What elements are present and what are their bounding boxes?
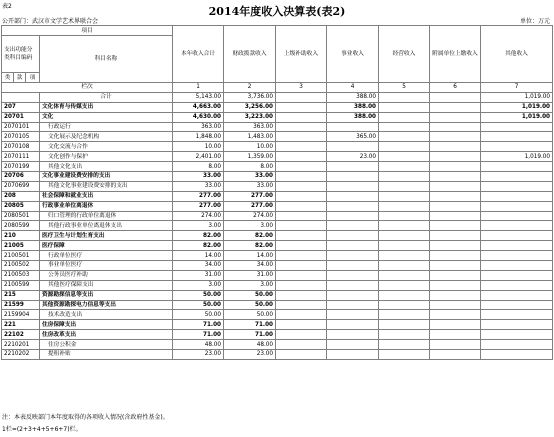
row-value — [379, 191, 430, 201]
note-2: 1栏=(2+3+4+5+6+7)栏。 — [2, 426, 82, 433]
row-value — [327, 162, 379, 172]
row-value: 23.00 — [327, 152, 379, 162]
row-value — [481, 181, 553, 191]
row-name: 社会保障和就业支出 — [40, 191, 173, 201]
row-value — [276, 251, 327, 261]
row-code: 210 — [2, 231, 40, 241]
row-value: 1,848.00 — [173, 132, 224, 142]
row-value — [276, 211, 327, 221]
table-row — [2, 320, 553, 330]
row-value — [430, 300, 481, 310]
row-value — [379, 231, 430, 241]
row-value: 363.00 — [173, 122, 224, 132]
row-code: 2100503 — [2, 270, 40, 280]
row-value — [327, 320, 379, 330]
row-value: 10.00 — [173, 142, 224, 152]
row-value: 1,019.00 — [481, 112, 553, 122]
row-code: 221 — [2, 320, 40, 330]
col-num: 1 — [173, 83, 224, 93]
table-row — [2, 241, 553, 251]
row-value: 1,019.00 — [481, 92, 553, 102]
table-row — [2, 251, 553, 261]
table-row — [2, 191, 553, 201]
header-code: 支出功能分类科目编码 — [2, 36, 40, 73]
row-value — [276, 310, 327, 320]
row-code: 21599 — [2, 300, 40, 310]
row-value — [276, 201, 327, 211]
header-col-1: 本年收入合计 — [173, 26, 224, 83]
row-name: 事业单位医疗 — [40, 261, 173, 271]
row-value — [379, 162, 430, 172]
row-value — [430, 191, 481, 201]
row-code — [2, 92, 40, 102]
lanci-label: 栏次 — [2, 83, 173, 93]
table-row — [2, 162, 553, 172]
row-value: 71.00 — [224, 330, 276, 340]
row-code: 2159904 — [2, 310, 40, 320]
row-value — [379, 92, 430, 102]
row-value: 8.00 — [173, 162, 224, 172]
row-value: 34.00 — [224, 261, 276, 271]
row-value — [481, 270, 553, 280]
table-row — [2, 330, 553, 340]
row-value: 50.00 — [173, 310, 224, 320]
row-value — [276, 231, 327, 241]
row-value: 277.00 — [173, 201, 224, 211]
row-name: 资源勘探信息等支出 — [40, 290, 173, 300]
row-value — [481, 340, 553, 350]
row-value — [276, 112, 327, 122]
row-code: 20805 — [2, 201, 40, 211]
row-name: 合计 — [40, 92, 173, 102]
row-value — [379, 181, 430, 191]
header-col-4: 事业收入 — [327, 26, 379, 83]
row-value: 5,143.00 — [173, 92, 224, 102]
row-value: 31.00 — [173, 270, 224, 280]
row-value — [430, 102, 481, 112]
row-value — [430, 241, 481, 251]
row-value — [481, 261, 553, 271]
row-value: 1,019.00 — [481, 152, 553, 162]
row-name: 文化交流与合作 — [40, 142, 173, 152]
row-value: 82.00 — [173, 241, 224, 251]
table-row — [2, 201, 553, 211]
row-name: 住房公积金 — [40, 340, 173, 350]
row-value — [327, 221, 379, 231]
row-name: 行政事业单位离退休 — [40, 201, 173, 211]
header-kuan: 款 — [14, 73, 26, 83]
row-value: 1,359.00 — [224, 152, 276, 162]
row-code: 2070108 — [2, 142, 40, 152]
table-row — [2, 112, 553, 122]
row-value: 33.00 — [224, 181, 276, 191]
row-value — [481, 142, 553, 152]
row-value: 388.00 — [327, 112, 379, 122]
row-value — [481, 122, 553, 132]
row-value — [430, 132, 481, 142]
header-col-6: 附属单位上缴收入 — [430, 26, 481, 83]
row-value — [327, 241, 379, 251]
col-num: 7 — [481, 83, 553, 93]
row-value — [379, 122, 430, 132]
header-name: 科目名称 — [40, 36, 173, 83]
row-value: 277.00 — [173, 191, 224, 201]
row-value: 1,019.00 — [481, 102, 553, 112]
row-value: 48.00 — [224, 340, 276, 350]
row-value — [276, 340, 327, 350]
row-value — [481, 211, 553, 221]
row-value: 33.00 — [173, 172, 224, 182]
row-value — [276, 270, 327, 280]
row-value — [379, 320, 430, 330]
row-value — [430, 112, 481, 122]
row-value — [379, 330, 430, 340]
row-name: 文化事业建设费安排的支出 — [40, 172, 173, 182]
row-value — [481, 290, 553, 300]
row-value — [430, 152, 481, 162]
row-value — [379, 132, 430, 142]
row-value — [481, 132, 553, 142]
row-value — [430, 201, 481, 211]
row-value — [430, 231, 481, 241]
row-name: 其他资源勘探电力信息等支出 — [40, 300, 173, 310]
row-value: 50.00 — [224, 310, 276, 320]
row-value — [327, 181, 379, 191]
page-title: 2014年度收入决算表(表2) — [208, 5, 346, 18]
row-value: 365.00 — [327, 132, 379, 142]
row-value — [430, 142, 481, 152]
header-col-2: 财政拨款收入 — [224, 26, 276, 83]
row-value: 388.00 — [327, 92, 379, 102]
row-value — [430, 350, 481, 360]
header-col-7: 其他收入 — [481, 26, 553, 83]
row-name: 技术改造支出 — [40, 310, 173, 320]
row-value — [276, 290, 327, 300]
col-num: 6 — [430, 83, 481, 93]
row-value: 3,223.00 — [224, 112, 276, 122]
row-value: 2,401.00 — [173, 152, 224, 162]
table-row — [2, 261, 553, 271]
row-code: 215 — [2, 290, 40, 300]
row-value: 14.00 — [224, 251, 276, 261]
row-value — [430, 221, 481, 231]
row-value — [430, 320, 481, 330]
row-value — [276, 300, 327, 310]
row-value — [379, 300, 430, 310]
table-row — [2, 231, 553, 241]
row-value: 4,663.00 — [173, 102, 224, 112]
row-value: 1,483.00 — [224, 132, 276, 142]
row-value — [276, 280, 327, 290]
row-value — [481, 350, 553, 360]
row-code: 207 — [2, 102, 40, 112]
row-code: 2070101 — [2, 122, 40, 132]
row-value: 71.00 — [173, 330, 224, 340]
row-value — [379, 142, 430, 152]
row-code: 208 — [2, 191, 40, 201]
row-code: 2080599 — [2, 221, 40, 231]
header-col-3: 上级补助收入 — [276, 26, 327, 83]
row-name: 行政单位医疗 — [40, 251, 173, 261]
table-row — [2, 221, 553, 231]
table-row — [2, 270, 553, 280]
unit-label: 单位：万元 — [519, 18, 550, 25]
sheet-tag: 表2 — [2, 3, 12, 10]
table-row — [2, 172, 553, 182]
row-value — [430, 280, 481, 290]
row-value — [430, 162, 481, 172]
row-code: 2210201 — [2, 340, 40, 350]
row-code: 2080501 — [2, 211, 40, 221]
row-code: 2070105 — [2, 132, 40, 142]
row-code: 20701 — [2, 112, 40, 122]
row-code: 21005 — [2, 241, 40, 251]
row-value: 48.00 — [173, 340, 224, 350]
row-code: 2210202 — [2, 350, 40, 360]
row-value — [481, 241, 553, 251]
row-value — [379, 112, 430, 122]
row-value — [430, 340, 481, 350]
table-row — [2, 152, 553, 162]
row-value — [430, 172, 481, 182]
row-value — [481, 221, 553, 231]
row-value — [379, 152, 430, 162]
row-value: 33.00 — [173, 181, 224, 191]
row-name: 文化体育与传媒支出 — [40, 102, 173, 112]
row-value — [327, 270, 379, 280]
row-value — [379, 340, 430, 350]
row-value — [276, 261, 327, 271]
row-value: 71.00 — [224, 320, 276, 330]
row-value: 274.00 — [173, 211, 224, 221]
note-1: 注：本表反映部门本年度取得的各项收入情况(含政府性基金)。 — [2, 414, 169, 421]
row-value — [276, 330, 327, 340]
row-value — [430, 330, 481, 340]
row-value — [481, 330, 553, 340]
table-row — [2, 310, 553, 320]
row-name: 公务员医疗补助 — [40, 270, 173, 280]
row-value — [327, 122, 379, 132]
row-value: 82.00 — [173, 231, 224, 241]
row-code: 2100599 — [2, 280, 40, 290]
header-col-5: 经营收入 — [379, 26, 430, 83]
row-value — [276, 181, 327, 191]
table-row — [2, 300, 553, 310]
row-value — [327, 142, 379, 152]
row-value — [276, 320, 327, 330]
row-value — [430, 251, 481, 261]
row-value — [481, 320, 553, 330]
row-value: 3.00 — [173, 280, 224, 290]
row-value: 363.00 — [224, 122, 276, 132]
row-name: 行政运行 — [40, 122, 173, 132]
row-value — [430, 310, 481, 320]
row-value — [276, 92, 327, 102]
table-row — [2, 181, 553, 191]
row-value: 277.00 — [224, 191, 276, 201]
row-value — [379, 290, 430, 300]
col-num: 2 — [224, 83, 276, 93]
row-name: 归口管理的行政单位离退休 — [40, 211, 173, 221]
row-value: 34.00 — [173, 261, 224, 271]
income-table — [1, 25, 553, 360]
row-value: 10.00 — [224, 142, 276, 152]
row-name: 住房改革支出 — [40, 330, 173, 340]
table-row — [2, 122, 553, 132]
row-name: 医疗保障 — [40, 241, 173, 251]
row-value — [276, 350, 327, 360]
row-value — [481, 172, 553, 182]
row-value — [379, 251, 430, 261]
row-value — [430, 270, 481, 280]
row-name: 住房保障支出 — [40, 320, 173, 330]
row-value — [327, 340, 379, 350]
row-value — [276, 162, 327, 172]
row-value — [430, 181, 481, 191]
table-row — [2, 350, 553, 360]
row-value — [379, 280, 430, 290]
row-value — [481, 231, 553, 241]
row-value: 82.00 — [224, 241, 276, 251]
row-value — [327, 201, 379, 211]
row-code: 2100502 — [2, 261, 40, 271]
row-value — [481, 310, 553, 320]
header-project: 项目 — [2, 26, 173, 36]
row-code: 2070199 — [2, 162, 40, 172]
row-value: 33.00 — [224, 172, 276, 182]
row-value — [327, 191, 379, 201]
row-value — [276, 241, 327, 251]
row-name: 其他文化事业建设费安排的支出 — [40, 181, 173, 191]
row-value — [430, 261, 481, 271]
row-value — [327, 330, 379, 340]
row-value — [327, 350, 379, 360]
row-name: 其他医疗保障支出 — [40, 280, 173, 290]
row-value: 274.00 — [224, 211, 276, 221]
row-code: 2100501 — [2, 251, 40, 261]
row-value: 3,256.00 — [224, 102, 276, 112]
row-value — [327, 261, 379, 271]
row-value: 388.00 — [327, 102, 379, 112]
row-value — [379, 201, 430, 211]
row-value: 23.00 — [173, 350, 224, 360]
row-value: 23.00 — [224, 350, 276, 360]
row-value: 50.00 — [224, 290, 276, 300]
row-value: 50.00 — [173, 300, 224, 310]
row-value — [276, 191, 327, 201]
row-name: 文化创作与保护 — [40, 152, 173, 162]
row-value — [379, 221, 430, 231]
row-value — [481, 251, 553, 261]
org-label: 公开部门：武汉市文学艺术界联合会 — [2, 18, 99, 25]
table-row — [2, 290, 553, 300]
row-value: 3.00 — [224, 280, 276, 290]
row-value — [327, 231, 379, 241]
row-value — [430, 92, 481, 102]
row-value — [276, 122, 327, 132]
row-value — [276, 142, 327, 152]
table-row — [2, 340, 553, 350]
row-value: 50.00 — [173, 290, 224, 300]
row-code: 2070699 — [2, 181, 40, 191]
row-value: 82.00 — [224, 231, 276, 241]
col-num: 3 — [276, 83, 327, 93]
row-value — [327, 290, 379, 300]
row-value — [481, 280, 553, 290]
table-row — [2, 280, 553, 290]
row-name: 其他文化支出 — [40, 162, 173, 172]
row-name: 其他行政事业单位离退休支出 — [40, 221, 173, 231]
row-name: 文化展示及纪念机构 — [40, 132, 173, 142]
row-name: 医疗卫生与计划生育支出 — [40, 231, 173, 241]
row-value — [327, 300, 379, 310]
table-row — [2, 211, 553, 221]
row-value — [276, 102, 327, 112]
row-value — [276, 152, 327, 162]
row-value — [481, 300, 553, 310]
row-value: 50.00 — [224, 300, 276, 310]
row-value — [327, 211, 379, 221]
row-value — [481, 191, 553, 201]
row-value — [379, 241, 430, 251]
row-value: 4,630.00 — [173, 112, 224, 122]
row-name: 文化 — [40, 112, 173, 122]
row-code: 20706 — [2, 172, 40, 182]
row-value — [276, 132, 327, 142]
row-value — [481, 162, 553, 172]
row-value — [327, 251, 379, 261]
row-value: 31.00 — [224, 270, 276, 280]
row-code: 2070111 — [2, 152, 40, 162]
row-value: 14.00 — [173, 251, 224, 261]
row-value: 71.00 — [173, 320, 224, 330]
table-row — [2, 142, 553, 152]
row-value: 277.00 — [224, 201, 276, 211]
row-code: 22102 — [2, 330, 40, 340]
col-num: 4 — [327, 83, 379, 93]
row-value: 3,736.00 — [224, 92, 276, 102]
row-value — [379, 310, 430, 320]
table-row — [2, 102, 553, 112]
row-value: 3.00 — [173, 221, 224, 231]
row-name: 提租补贴 — [40, 350, 173, 360]
row-value — [430, 122, 481, 132]
row-value — [327, 310, 379, 320]
row-value — [481, 201, 553, 211]
row-value — [379, 350, 430, 360]
row-value — [379, 211, 430, 221]
row-value: 3.00 — [224, 221, 276, 231]
header-lei: 类 — [2, 73, 14, 83]
row-value: 8.00 — [224, 162, 276, 172]
row-value — [379, 261, 430, 271]
row-value — [430, 290, 481, 300]
row-value — [379, 172, 430, 182]
col-num: 5 — [379, 83, 430, 93]
header-xiang: 项 — [26, 73, 40, 83]
row-value — [379, 102, 430, 112]
row-value — [276, 221, 327, 231]
row-value — [276, 172, 327, 182]
row-value — [327, 280, 379, 290]
table-row — [2, 92, 553, 102]
row-value — [379, 270, 430, 280]
row-value — [327, 172, 379, 182]
table-row — [2, 132, 553, 142]
row-value — [430, 211, 481, 221]
